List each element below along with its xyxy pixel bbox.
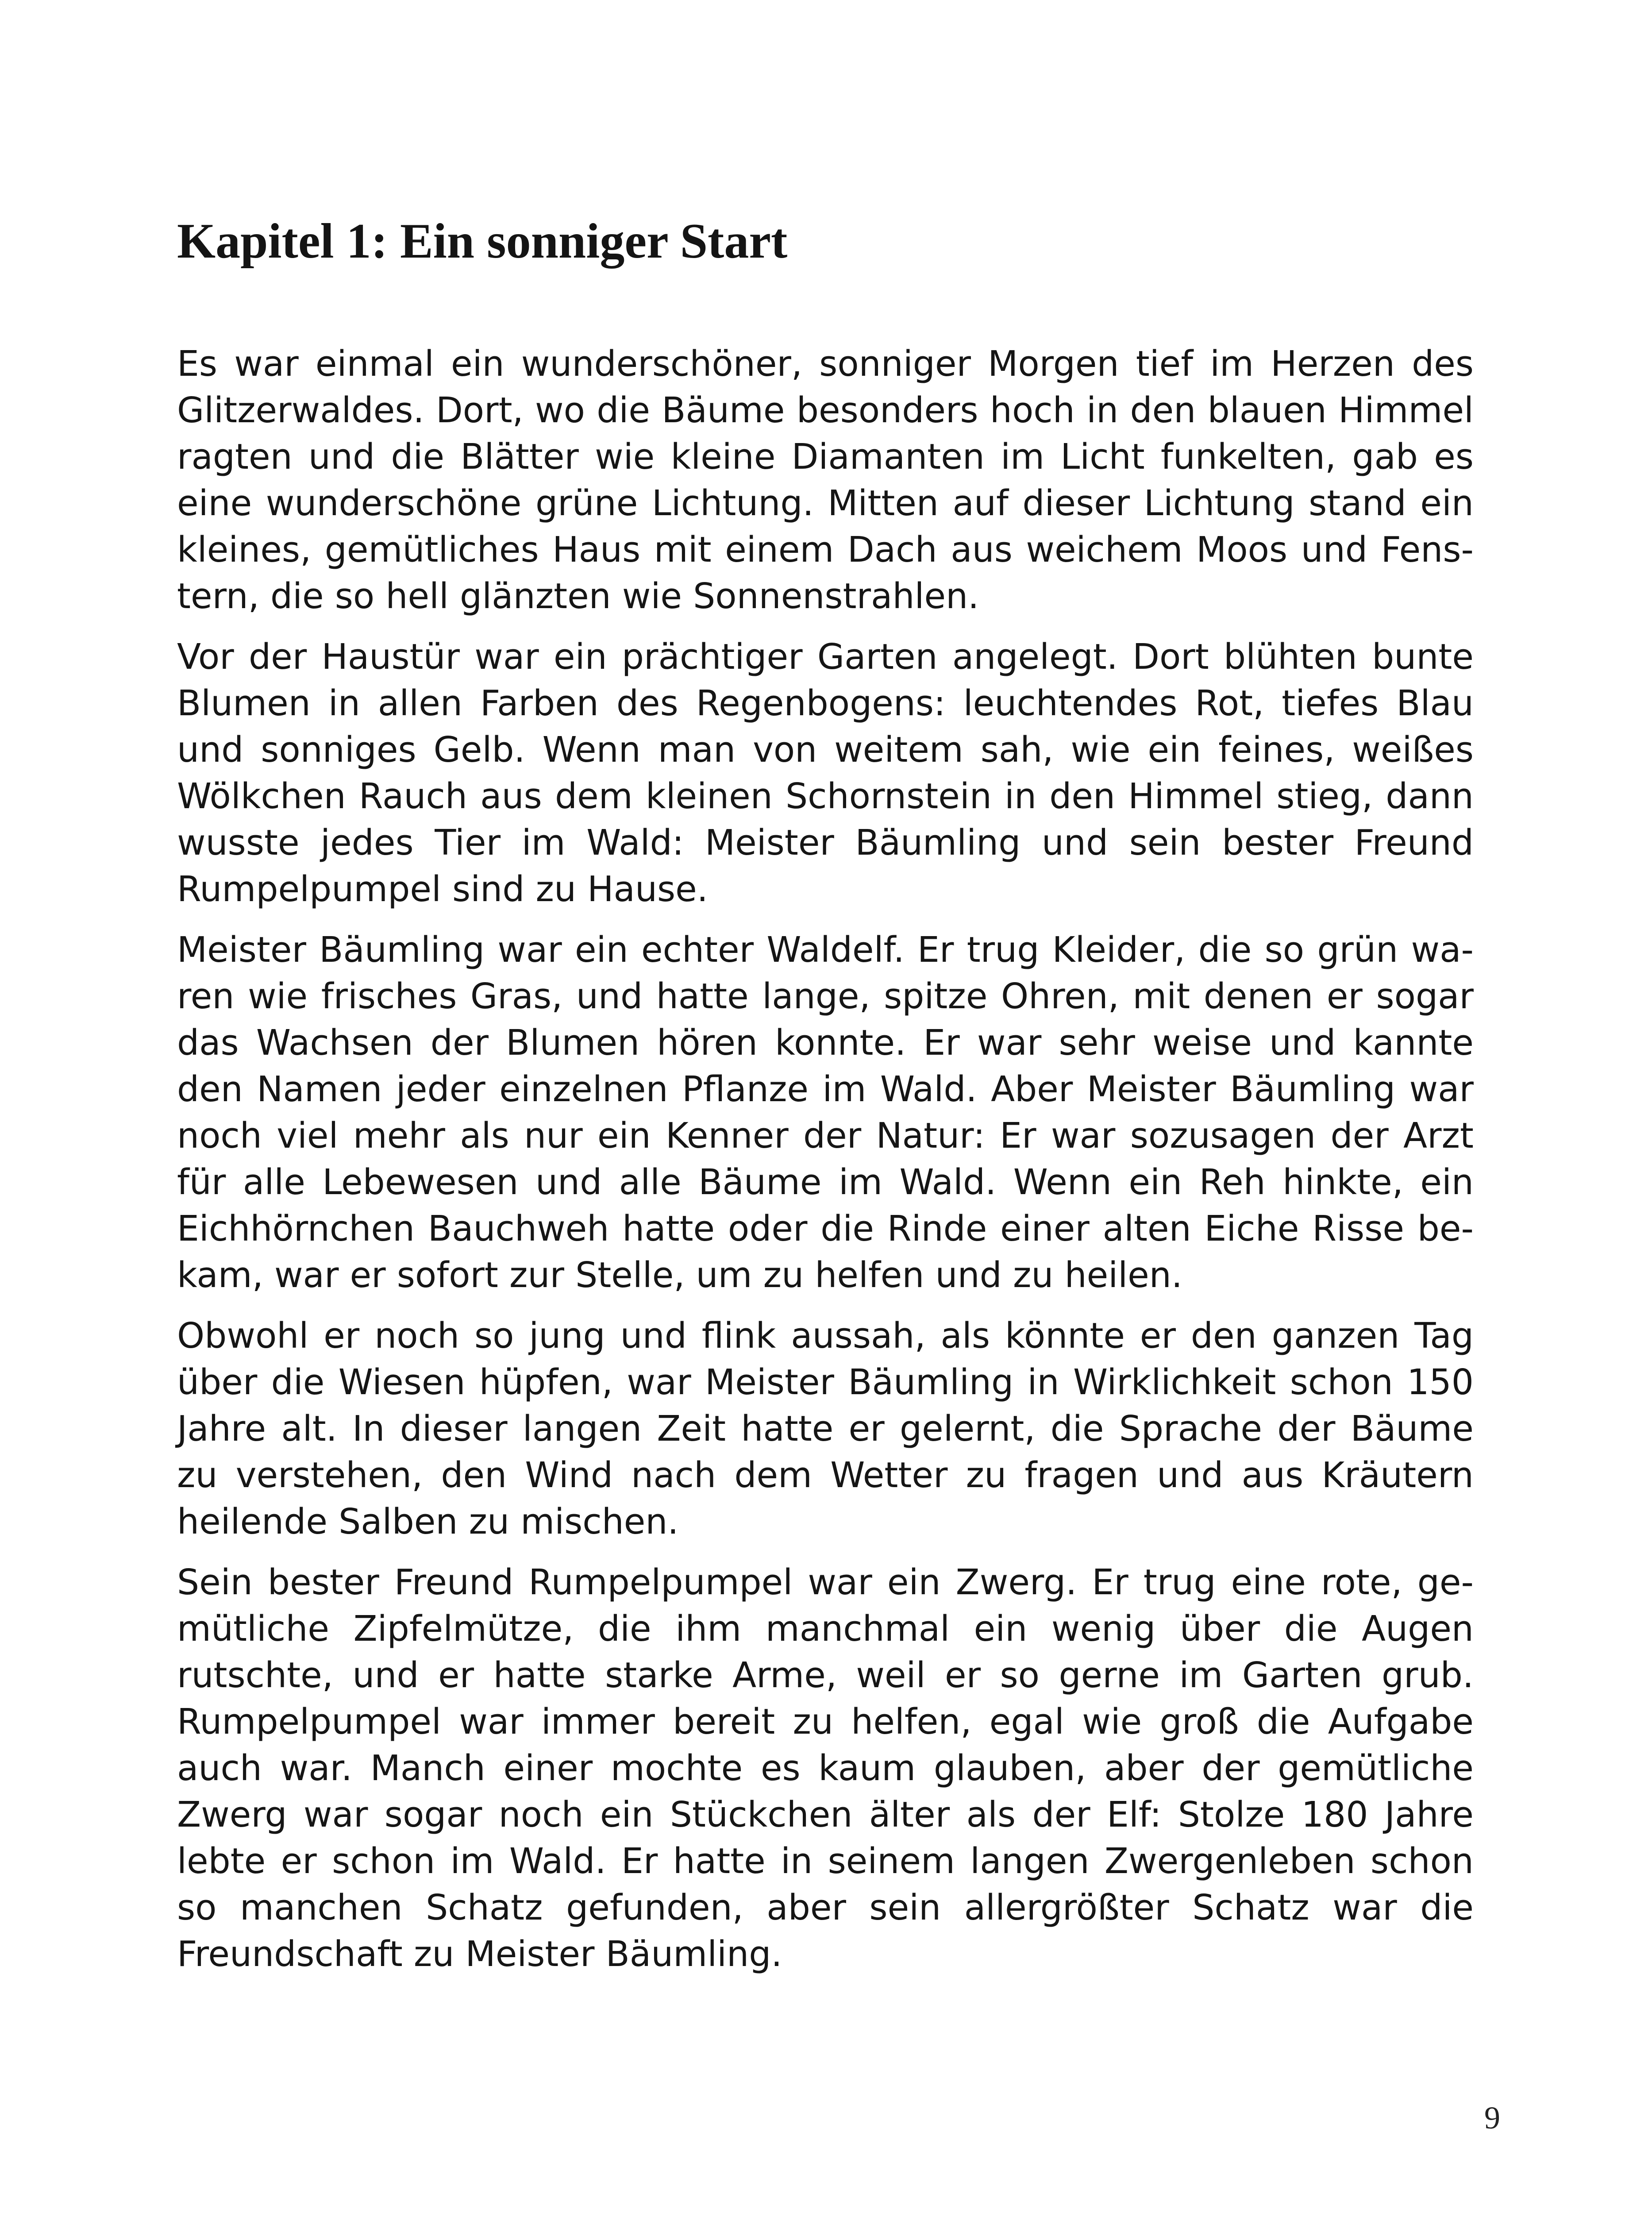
paragraph: Sein bester Freund Rumpelpumpel war ein Zwerg. Er trug eine rote, gemütliche Zipfelmütze, die ihm manchmal ein wenig über die Augen rutschte, und er hatte starke Arme, weil er so gerne im Garten grub. Rumpelpumpel war immer bereit zu helfen, egal wie groß die Aufgabe auch war. Manch einer mochte es kaum glauben, aber der gemütliche Zwerg war sogar noch ein Stückchen älter als der Elf: Stolze 180 Jahre lebte er schon im Wald. Er hatte in seinem langen Zwergenleben schon so manchen Schatz gefunden, aber sein allergrößter Schatz war die Freundschaft zu Meister Bäumling. bbox=[177, 1562, 1474, 1974]
paragraph: Obwohl er noch so jung und flink aussah, als könnte er den ganzen Tag über die Wiesen hüpfen, war Meister Bäumling in Wirklichkeit schon 150 Jahre alt. In dieser langen Zeit hatte er gelernt, die Sprache der Bäume zu verstehen, den Wind nach dem Wetter zu fragen und aus Kräutern heilende Salben zu mischen. bbox=[177, 1315, 1474, 1542]
chapter-title: Kapitel 1: Ein sonniger Start bbox=[177, 214, 788, 269]
page-number: 9 bbox=[1484, 2100, 1500, 2136]
paragraph: Meister Bäumling war ein echter Waldelf. Er trug Kleider, die so grün waren wie frisches Gras, und hatte lange, spitze Ohren, mit denen er sogar das Wachsen der Blumen hören konnte. Er war sehr weise und kannte den Namen jeder einzelnen Pflanze im Wald. Aber Meister Bäumling war noch viel mehr als nur ein Kenner der Natur: Er war sozusagen der Arzt für alle Lebewesen und alle Bäume im Wald. Wenn ein Reh hinkte, ein Eichhörnchen Bauchweh hatte oder die Rinde einer alten Eiche Risse bekam, war er sofort zur Stelle, um zu helfen und zu heilen. bbox=[177, 929, 1474, 1295]
chapter-body bbox=[177, 341, 1474, 1992]
paragraph: Es war einmal ein wunderschöner, sonniger Morgen tief im Herzen des Glitzerwaldes. Dort, wo die Bäume besonders hoch in den blauen Himmel ragten und die Blätter wie kleine Diamanten im Licht funkelten, gab es eine wunderschöne grüne Lichtung. Mitten auf dieser Lichtung stand ein kleines, gemütliches Haus mit einem Dach aus weichem Moos und Fenstern, die so hell glänzten wie Sonnenstrahlen. bbox=[177, 343, 1474, 617]
paragraph: Vor der Haustür war ein prächtiger Garten angelegt. Dort blühten bunte Blumen in allen Farben des Regenbogens: leuchtendes Rot, tiefes Blau und sonniges Gelb. Wenn man von weitem sah, wie ein feines, weißes Wölkchen Rauch aus dem kleinen Schornstein in den Himmel stieg, dann wusste jedes Tier im Wald: Meister Bäumling und sein bester Freund Rumpelpumpel sind zu Hause. bbox=[177, 636, 1474, 910]
